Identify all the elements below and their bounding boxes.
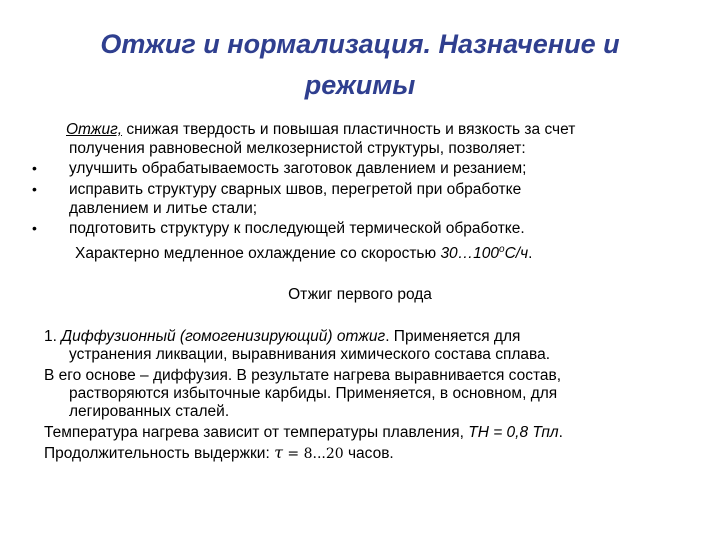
cooling-line	[75, 240, 532, 263]
intro-line-2: получения равновесной мелкозернистой структуры, позволяет:	[69, 140, 526, 157]
degree-sign: о	[499, 244, 505, 255]
slide-title	[0, 24, 720, 106]
title-line-1: Отжиг и нормализация. Назначение и	[100, 29, 620, 59]
bullet-1-line-1: улучшить обрабатываемость заготовок давлением и резанием;	[69, 160, 527, 177]
temperature-end: .	[558, 424, 563, 441]
bullet-3-line-1: подготовить структуру к последующей термической обработке.	[69, 220, 525, 237]
bullet-marker: •	[32, 181, 37, 197]
cooling-prefix: Характерно медленное охлаждение со скоростью	[75, 245, 441, 263]
duration-unit: часов.	[343, 445, 394, 462]
diffusion-number: 1.	[44, 328, 62, 345]
essence-line-1: В его основе – диффузия. В результате нагрева выравнивается состав,	[44, 367, 562, 384]
bullet-marker: •	[32, 160, 37, 176]
tau-symbol: τ	[274, 443, 283, 462]
annealing-term: Отжиг,	[66, 121, 123, 138]
cooling-unit: С/ч	[504, 245, 529, 263]
bullet-2-line-2: давлением и литье стали;	[69, 200, 258, 217]
duration-formula	[274, 443, 344, 462]
temperature-line	[44, 423, 563, 442]
section-heading: Отжиг первого рода	[288, 286, 432, 303]
diffusion-rest: . Применяется для	[385, 328, 521, 345]
cooling-end: .	[528, 245, 533, 263]
duration-line	[44, 443, 394, 464]
diffusion-line-1	[44, 327, 520, 346]
title-line-2: режимы	[304, 70, 416, 100]
diffusion-name: Диффузионный (гомогенизирующий) отжиг	[61, 328, 386, 345]
cooling-range: 30…100	[440, 245, 500, 263]
intro-line-1	[66, 120, 575, 139]
essence-line-3: легированных сталей.	[69, 403, 230, 420]
temperature-text: Температура нагрева зависит от температуры плавления,	[44, 424, 469, 441]
duration-range: = 8...20	[282, 446, 344, 462]
duration-label: Продолжительность выдержки:	[44, 445, 270, 462]
essence-line-2: растворяются избыточные карбиды. Применяется, в основном, для	[69, 385, 558, 402]
bullet-marker: •	[32, 220, 37, 236]
intro-line-1-rest: снижая твердость и повышая пластичность и вязкость за счет	[122, 121, 576, 138]
diffusion-line-2: устранения ликвации, выравнивания химического состава сплава.	[69, 346, 551, 363]
temperature-formula: ТН = 0,8 Тпл	[468, 424, 559, 441]
bullet-2-line-1: исправить структуру сварных швов, перегретой при обработке	[69, 181, 522, 198]
